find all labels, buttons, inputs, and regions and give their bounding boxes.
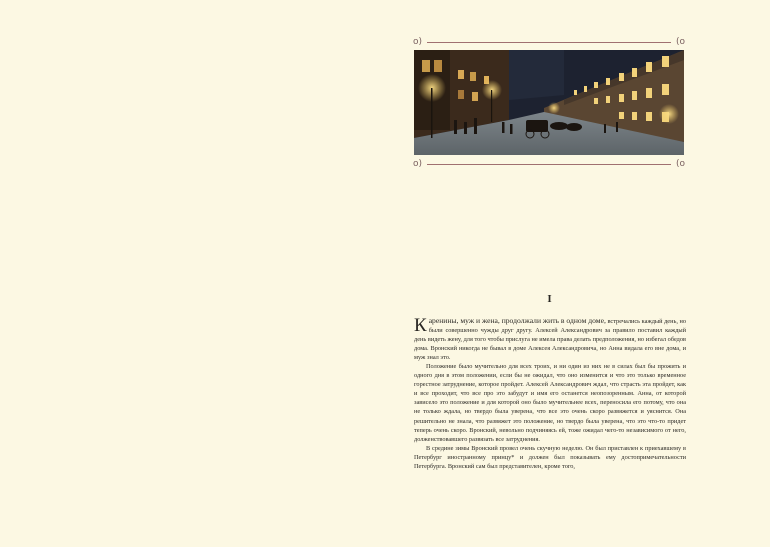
night-street-illustration bbox=[414, 50, 684, 155]
top-ornament-rule bbox=[413, 38, 685, 48]
ornament-cap-left: o) bbox=[413, 37, 423, 47]
opening-paragraph bbox=[414, 316, 686, 362]
paragraph: Положение было мучительно для всех троих, и ни один из них не в силах был бы прожить и одного дня в этом положении, если бы не ожидал, что оно изменится и что это только временное горестное затруднение, которое пройдет. Алексей Александрович ждал, что страсть эта пройдет, как и все проходит, что все про это забудут и имя его останется неопозоренным. Анна, от которой зависело это положение и для которой оно было мучительнее всех, переносила его потому, что она не только ждала, но твердо была уверена, что все это очень скоро развяжется и уяснится. Она решительно не знала, что развяжет это положение, но твердо была уверена, что это что-то придет теперь очень скоро. Вронский, невольно подчиняясь ей, тоже ожидал чего-то независимого от него, долженствовавшего развязать все затруднения. bbox=[414, 363, 686, 443]
paragraph: В средине зимы Вронский провел очень скучную неделю. Он был приставлен к приехавшему в Петербург иностранному принцу* и должен был показывать ему достопримечательности Петербурга. Вронский сам был представителен, кроме того, bbox=[414, 444, 686, 470]
rule-line bbox=[427, 164, 671, 165]
rule-line bbox=[427, 42, 671, 43]
bottom-ornament-rule bbox=[413, 160, 685, 170]
ornament-cap-left: o) bbox=[413, 159, 423, 169]
chapter-number: I bbox=[547, 293, 553, 305]
ornament-cap-right: (o bbox=[675, 159, 685, 169]
drop-cap: К bbox=[414, 315, 427, 336]
chapter-body bbox=[414, 316, 686, 471]
night-street-painting-icon bbox=[414, 50, 684, 155]
paragraph-text: встречались каждый день, но были совершенно чужды друг другу. Алексей Александрович за правило поставил каждый день видеть жену, для того чтобы прислуга не имела права делать предположения, но избегал обедов дома. Вронский никогда не бывал в доме Алексея Александровича, но Анна видала его вне дома, и муж знал это. bbox=[414, 318, 687, 362]
ornament-cap-right: (o bbox=[675, 37, 685, 47]
opening-line: аренины, муж и жена, продолжали жить в одном доме, bbox=[428, 316, 606, 325]
